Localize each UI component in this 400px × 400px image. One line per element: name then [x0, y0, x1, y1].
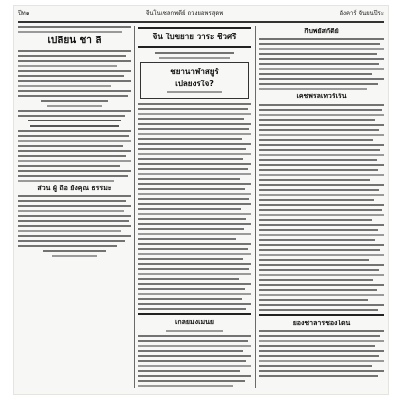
text-line — [138, 103, 251, 105]
text-line — [138, 238, 236, 240]
text-line — [166, 330, 223, 332]
left-article-3 — [18, 195, 131, 257]
text-line — [138, 233, 251, 235]
text-line — [259, 58, 384, 60]
left-section-heading: ส่วน ผู้ ถือ ยังคุณ ธรรมะ — [37, 184, 112, 192]
text-line — [259, 124, 384, 126]
text-line — [259, 134, 384, 136]
text-line — [259, 149, 380, 151]
text-line — [259, 304, 384, 306]
text-line — [138, 143, 251, 145]
middle-column — [138, 26, 251, 390]
text-line — [18, 175, 128, 177]
text-line — [259, 83, 378, 85]
middle-article-1 — [138, 103, 251, 310]
text-line — [18, 210, 124, 212]
masthead-center: จีนโนเซลกพดีย์ ถวงยอพรสุดพ — [145, 10, 224, 17]
middle-subtitle-2: เปลยงรใจ? — [175, 79, 214, 88]
text-line — [41, 100, 109, 102]
text-line — [52, 255, 97, 257]
text-line — [259, 184, 384, 186]
left-column-text — [18, 26, 131, 33]
text-line — [259, 360, 384, 362]
text-line — [259, 78, 384, 80]
text-line — [259, 234, 384, 236]
text-line — [259, 340, 384, 342]
text-line — [259, 119, 375, 121]
text-line — [167, 91, 223, 93]
text-line — [259, 214, 384, 216]
text-line — [18, 95, 128, 97]
text-line — [259, 244, 384, 246]
separator — [138, 313, 251, 315]
text-line — [259, 299, 368, 301]
text-line — [138, 113, 251, 115]
column-divider — [255, 26, 256, 388]
text-line — [138, 370, 240, 372]
text-line — [259, 274, 384, 276]
text-line — [259, 294, 384, 296]
text-line — [138, 218, 246, 220]
text-line — [138, 118, 244, 120]
text-line — [18, 155, 126, 157]
text-line — [138, 350, 243, 352]
text-line — [138, 193, 251, 195]
text-line — [18, 50, 131, 52]
text-line — [138, 213, 251, 215]
text-line — [18, 240, 125, 242]
text-line — [259, 229, 378, 231]
text-line — [138, 138, 242, 140]
text-line — [259, 219, 372, 221]
text-line — [259, 335, 380, 337]
text-line — [259, 104, 384, 106]
text-line — [159, 57, 229, 59]
text-line — [138, 340, 248, 342]
text-line — [138, 258, 243, 260]
text-line — [259, 68, 384, 70]
text-line — [18, 115, 125, 117]
text-line — [18, 245, 117, 247]
middle-title: จีน ใบขยาย วาระ ชีวศรี — [152, 33, 237, 41]
text-line — [259, 48, 384, 50]
text-line — [259, 289, 377, 291]
text-line — [259, 194, 384, 196]
text-line — [138, 263, 251, 265]
text-line — [18, 85, 111, 87]
right-top-heading: กีบพยัสกัติย์ — [304, 28, 339, 35]
right-article-3 — [259, 330, 384, 377]
text-line — [138, 268, 249, 270]
text-line — [43, 250, 105, 252]
text-line — [18, 195, 131, 197]
text-line — [18, 55, 126, 57]
text-line — [155, 52, 234, 54]
text-line — [259, 209, 382, 211]
text-line — [18, 215, 131, 217]
text-line — [259, 129, 379, 131]
text-line — [138, 360, 246, 362]
text-line — [259, 224, 384, 226]
text-line — [138, 380, 245, 382]
text-line — [259, 73, 372, 75]
text-line — [259, 114, 384, 116]
text-line — [259, 259, 369, 261]
text-line — [18, 165, 120, 167]
text-line — [18, 160, 131, 162]
text-line — [138, 108, 248, 110]
text-line — [259, 63, 379, 65]
text-line — [138, 273, 251, 275]
text-line — [259, 109, 382, 111]
text-line — [259, 164, 384, 166]
text-line — [259, 269, 379, 271]
text-line — [18, 150, 131, 152]
text-line — [138, 355, 251, 357]
text-line — [18, 80, 131, 82]
right-mid-heading: เคชพรลเทวร์เร็น — [296, 93, 347, 101]
text-line — [18, 90, 131, 92]
text-line — [259, 38, 384, 40]
right-article-2 — [259, 104, 384, 311]
text-line — [259, 53, 377, 55]
text-line — [259, 375, 378, 377]
text-line — [138, 303, 251, 305]
text-line — [18, 130, 131, 132]
text-line — [259, 154, 384, 156]
middle-intro — [138, 52, 251, 59]
left-column — [18, 26, 131, 390]
text-line — [18, 235, 131, 237]
left-article-1 — [18, 50, 131, 117]
text-line — [138, 278, 239, 280]
text-line — [138, 335, 251, 337]
text-line — [18, 205, 131, 207]
text-line — [138, 188, 245, 190]
text-line — [138, 178, 240, 180]
text-line — [259, 350, 384, 352]
text-line — [259, 330, 384, 332]
text-line — [259, 139, 373, 141]
text-line — [18, 31, 122, 33]
text-line — [259, 254, 384, 256]
text-line — [138, 365, 251, 367]
masthead — [18, 8, 384, 20]
text-line — [259, 365, 372, 367]
column-divider — [134, 26, 135, 388]
right-lower-heading: ยองชาลารชองไดน — [292, 319, 351, 327]
text-line — [259, 169, 378, 171]
text-line — [18, 60, 131, 62]
middle-subtitle: ชยานาฬาสยูร์ — [170, 68, 219, 77]
middle-lower-heading: เกลยมงเมนย — [175, 319, 214, 327]
text-line — [138, 345, 251, 347]
text-line — [259, 43, 380, 45]
separator — [28, 120, 121, 121]
text-line — [30, 125, 118, 127]
text-line — [259, 189, 379, 191]
text-line — [138, 163, 251, 165]
text-line — [18, 110, 131, 112]
text-line — [18, 140, 131, 142]
left-article-2 — [18, 125, 131, 182]
text-line — [259, 239, 375, 241]
text-line — [259, 159, 377, 161]
right-article-1 — [259, 38, 384, 90]
text-line — [18, 230, 121, 232]
masthead-rule — [18, 21, 384, 23]
masthead-left: ปีท๑ — [18, 10, 30, 17]
text-line — [259, 88, 367, 90]
masthead-right: อังคาร์ จันยนปีระ — [339, 10, 384, 17]
text-line — [138, 198, 249, 200]
text-line — [259, 204, 384, 206]
text-line — [259, 279, 373, 281]
text-line — [138, 128, 249, 130]
text-line — [138, 283, 251, 285]
middle-article-2 — [138, 330, 251, 387]
text-line — [138, 293, 251, 295]
newspaper-page — [14, 6, 388, 394]
text-line — [138, 223, 251, 225]
text-line — [138, 375, 251, 377]
text-line — [138, 203, 251, 205]
text-line — [18, 225, 131, 227]
text-line — [259, 284, 384, 286]
text-line — [138, 158, 243, 160]
text-line — [259, 355, 379, 357]
text-line — [138, 228, 244, 230]
text-line — [259, 264, 384, 266]
text-line — [138, 288, 245, 290]
text-line — [18, 75, 124, 77]
text-line — [18, 70, 131, 72]
text-line — [259, 179, 370, 181]
text-line — [138, 123, 251, 125]
text-line — [18, 145, 123, 147]
text-line — [138, 298, 242, 300]
text-line — [259, 370, 384, 372]
middle-headline-box — [140, 62, 249, 99]
text-line — [138, 308, 246, 310]
text-line — [18, 170, 131, 172]
text-line — [138, 173, 251, 175]
text-line — [259, 144, 384, 146]
separator — [259, 314, 384, 316]
text-line — [138, 243, 251, 245]
text-line — [138, 253, 251, 255]
right-column — [259, 26, 384, 390]
text-line — [259, 309, 378, 311]
text-line — [138, 133, 251, 135]
text-line — [138, 153, 251, 155]
text-line — [18, 26, 131, 28]
left-top-heading: เปลี่ยน ชา ลี — [47, 36, 102, 46]
text-line — [18, 200, 126, 202]
text-line — [138, 183, 251, 185]
text-line — [18, 135, 129, 137]
text-line — [259, 345, 375, 347]
text-line — [138, 168, 248, 170]
text-line — [18, 65, 117, 67]
text-line — [138, 148, 246, 150]
text-line — [18, 220, 129, 222]
middle-title-box — [138, 27, 251, 48]
text-line — [259, 249, 380, 251]
text-line — [18, 180, 114, 182]
text-line — [259, 199, 374, 201]
text-line — [47, 105, 101, 107]
text-line — [138, 208, 241, 210]
text-line — [259, 174, 384, 176]
text-line — [138, 385, 233, 387]
text-line — [138, 248, 248, 250]
